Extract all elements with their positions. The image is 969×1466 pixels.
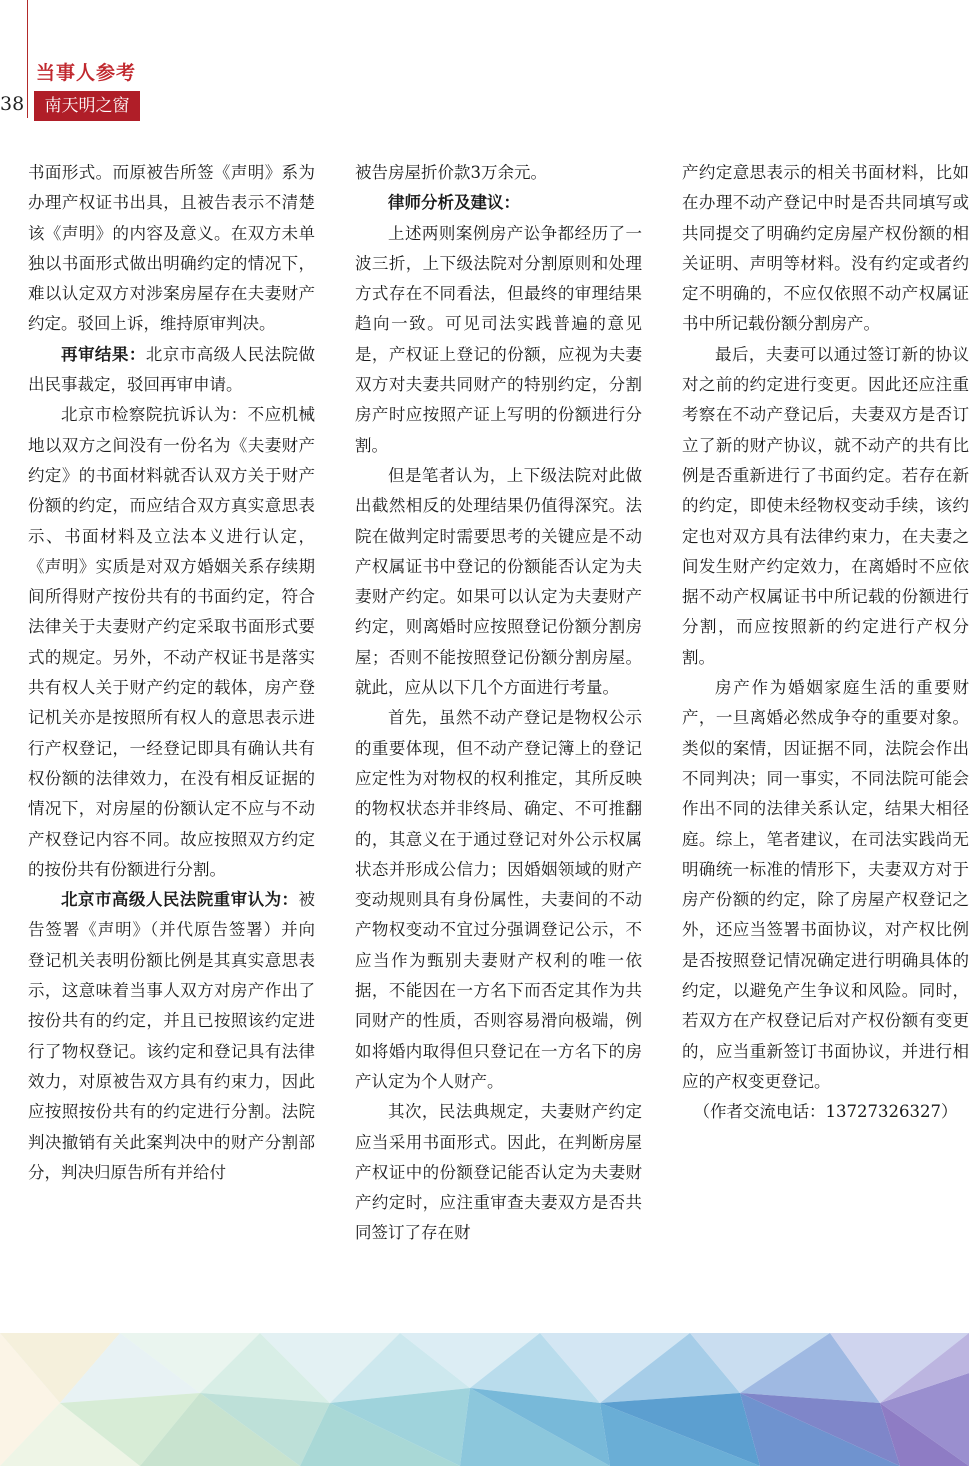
col1-paragraph-3: 北京市检察院抗诉认为：不应机械地以双方之间没有一份名为《夫妻财产约定》的书面材料就否认双方关于财产份额的约定，而应结合双方真实意思表示、书面材料及立法本义进行认定，《声明》实质是对双方婚姻关系存续期间所得财产按份共有的书面约定，符合法律关于夫妻财产约定采取书面形式要式的规定。另外，不动产权证书是落实共有权人关于财产约定的载体，房产登记机关亦是按照所有权人的意思表示进行产权登记，一经登记即具有确认共有权份额的法律效力，在没有相反证据的情况下，对房屋的份额认定不应与不动产权登记内容不同。故应按照双方约定的按份共有份额进行分割。 xyxy=(28,405,315,879)
article-column-1 xyxy=(28,158,315,1188)
col1-paragraph-2 xyxy=(28,340,315,401)
col2-paragraph-3: 但是笔者认为，上下级法院对此做出截然相反的处理结果仍值得深究。法院在做判定时需要思考的关键应是不动产权属证书中登记的份额能否认定为夫妻财产约定。如果可以认定为夫妻财产约定，则离婚时应按照登记份额分割房屋；否则不能按照登记份额分割房屋。就此，应从以下几个方面进行考量。 xyxy=(355,465,642,698)
page-number: 38 xyxy=(0,93,25,115)
col2-paragraph-5: 其次，民法典规定，夫妻财产约定应当采用书面形式。因此，在判断房屋产权证中的份额登记能否认定为夫妻财产约定时，应注重审查夫妻双方是否共同签订了存在财 xyxy=(355,1102,642,1243)
section-title: 当事人参考 xyxy=(36,62,137,84)
retrial-result-label: 再审结果： xyxy=(61,344,146,364)
col2-paragraph-2: 上述两则案例房产讼争都经历了一波三折，上下级法院对分割原则和处理方式存在不同看法，但最终的审理结果趋向一致。可见司法实践普遍的意见是，产权证上登记的份额，应视为夫妻双方对夫妻共同财产的特别约定，分割房产时应按照产证上写明的份额进行分割。 xyxy=(355,223,642,455)
footer-decoration xyxy=(0,1333,969,1466)
author-contact: （作者交流电话：13727326327） xyxy=(693,1102,958,1122)
col2-paragraph-1: 被告房屋折价款3万余元。 xyxy=(355,163,547,182)
header-divider xyxy=(27,0,28,118)
high-court-ruling-label: 北京市高级人民法院重审认为： xyxy=(61,890,299,910)
col1-paragraph-4 xyxy=(28,885,315,1188)
article-column-2 xyxy=(355,158,642,1249)
col1-paragraph-1: 书面形式。而原被告所签《声明》系为办理产权证书出具，且被告表示不清楚该《声明》的内容及意义。在双方未单独以书面形式做出明确约定的情况下，难以认定双方对涉案房屋存在夫妻财产约定。驳回上诉，维持原审判决。 xyxy=(28,163,315,334)
column-tag: 南天明之窗 xyxy=(34,91,140,121)
col3-paragraph-2: 最后，夫妻可以通过签订新的协议对之前的约定进行变更。因此还应注重考察在不动产登记后，夫妻双方是否订立了新的财产协议，就不动产的共有比例是否重新进行了书面约定。若存在新的约定，即使未经物权变动手续，该约定也对双方具有法律约束力，在夫妻之间发生财产约定效力，在离婚时不应依据不动产权属证书中所记载的份额进行分割，而应按照新的约定进行产权分割。 xyxy=(682,344,969,667)
article-column-3 xyxy=(682,158,969,1128)
col3-paragraph-1: 产约定意思表示的相关书面材料，比如在办理不动产登记中时是否共同填写或共同提交了明确约定房屋产权份额的相关证明、声明等材料。没有约定或者约定不明确的，不应仅依照不动产权属证书中所记载份额分割房产。 xyxy=(682,163,969,334)
lawyer-analysis-heading: 律师分析及建议： xyxy=(388,193,520,213)
retrial-result-text: 北京市高级人民法院做出民事裁定，驳回再审申请。 xyxy=(28,344,316,395)
col2-paragraph-4: 首先，虽然不动产登记是物权公示的重要体现，但不动产登记簿上的登记应定性为对物权的权利推定，其所反映的物权状态并非终局、确定、不可推翻的，其意义在于通过登记对外公示权属状态并形成公信力；因婚姻领域的财产变动规则具有身份属性，夫妻间的不动产物权变动不宜过分强调登记公示，不应当作为甄别夫妻财产权利的唯一依据，不能因在一方名下而否定其作为共同财产的性质，否则容易滑向极端，例如将婚内取得但只登记在一方名下的房产认定为个人财产。 xyxy=(355,708,642,1091)
high-court-ruling-text: 被告签署《声明》（并代原告签署）并向登记机关表明份额比例是其真实意思表示，这意味着当事人双方对房产作出了按份共有的约定，并且已按照该约定进行了物权登记。该约定和登记具有法律效力，对原被告双方具有约束力，因此应按照按份共有的约定进行分割。法院判决撤销有关此案判决中的财产分割部分，判决归原告所有并给付 xyxy=(28,890,315,1182)
col3-paragraph-3: 房产作为婚姻家庭生活的重要财产，一旦离婚必然成争夺的重要对象。类似的案情，因证据不同，法院会作出不同判决；同一事实，不同法院可能会作出不同的法律关系认定，结果大相径庭。综上，笔者建议，在司法实践尚无明确统一标准的情形下，夫妻双方对于房产份额的约定，除了房屋产权登记之外，还应当签署书面协议，对产权比例是否按照登记情况确定进行明确具体的约定，以避免产生争议和风险。同时，若双方在产权登记后对产权份额有变更的，应当重新签订书面协议，并进行相应的产权变更登记。 xyxy=(682,678,969,1091)
